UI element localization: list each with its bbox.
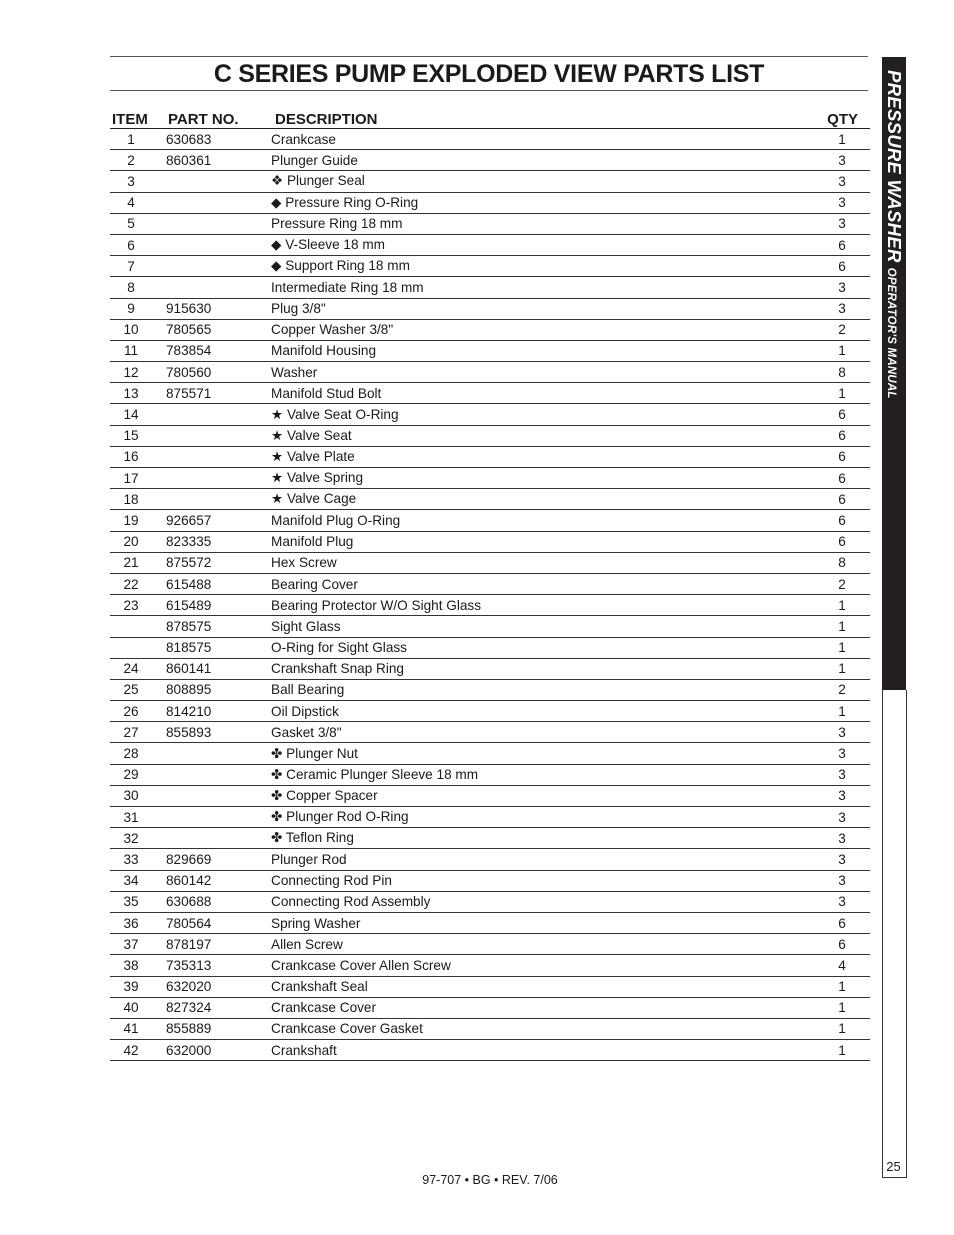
row-part-no: 818575: [166, 640, 212, 656]
row-part-no: 827324: [166, 1000, 212, 1016]
table-row: [110, 722, 870, 743]
parts-table: [110, 106, 870, 1061]
row-description: Connecting Rod Assembly: [271, 894, 431, 910]
table-header: [110, 106, 870, 129]
title-rule: [110, 90, 868, 91]
row-qty: 1: [838, 640, 846, 656]
row-part-no: 615488: [166, 576, 212, 592]
row-qty: 3: [838, 788, 846, 804]
header-part-no: PART NO.: [168, 111, 239, 128]
row-description: Washer: [271, 364, 318, 380]
row-part-no: 780560: [166, 364, 212, 380]
table-row: [110, 701, 870, 722]
row-item: 34: [123, 873, 139, 889]
table-row: [110, 595, 870, 616]
row-qty: 3: [838, 767, 846, 783]
row-item: 31: [123, 809, 139, 825]
row-description: ★ Valve Cage: [271, 491, 357, 507]
table-row: [110, 680, 870, 701]
row-part-no: 875572: [166, 555, 212, 571]
row-qty: 2: [838, 682, 846, 698]
row-qty: 3: [838, 301, 846, 317]
row-item: 27: [123, 724, 139, 740]
row-qty: 3: [838, 746, 846, 762]
row-description: Crankcase Cover Gasket: [271, 1021, 423, 1037]
row-qty: 6: [838, 237, 846, 253]
row-description: Crankcase Cover Allen Screw: [271, 957, 451, 973]
row-item: 28: [123, 746, 139, 762]
row-part-no: 855889: [166, 1021, 212, 1037]
row-description: Sight Glass: [271, 618, 341, 634]
row-part-no: 926657: [166, 512, 212, 528]
row-description: Manifold Stud Bolt: [271, 385, 382, 401]
row-part-no: 860142: [166, 873, 212, 889]
row-description: Gasket 3/8": [271, 724, 342, 740]
row-qty: 3: [838, 724, 846, 740]
row-part-no: 615489: [166, 597, 212, 613]
row-item: 1: [127, 131, 135, 147]
row-part-no: 735313: [166, 957, 212, 973]
table-row: [110, 659, 870, 680]
sidebar-label: [881, 70, 904, 399]
table-row: [110, 998, 870, 1019]
row-item: 16: [123, 449, 139, 465]
row-description: ✤ Plunger Rod O-Ring: [271, 809, 409, 825]
table-row: [110, 510, 870, 531]
row-description: ◆ Support Ring 18 mm: [271, 258, 410, 274]
row-description: Plunger Rod: [271, 851, 347, 867]
table-row: [110, 553, 870, 574]
row-item: 32: [123, 830, 139, 846]
row-qty: 3: [838, 894, 846, 910]
row-item: 22: [123, 576, 139, 592]
row-description: ★ Valve Seat: [271, 427, 352, 443]
row-part-no: 780565: [166, 322, 212, 338]
row-qty: 3: [838, 830, 846, 846]
row-description: Spring Washer: [271, 915, 361, 931]
row-qty: 3: [838, 873, 846, 889]
row-item: 21: [123, 555, 139, 571]
row-qty: 6: [838, 407, 846, 423]
table-row: [110, 1019, 870, 1040]
table-row: [110, 1040, 870, 1061]
row-item: 4: [127, 195, 135, 211]
row-description: Intermediate Ring 18 mm: [271, 279, 424, 295]
header-item: ITEM: [112, 111, 148, 128]
row-qty: 4: [838, 957, 846, 973]
row-item: 17: [123, 470, 139, 486]
row-item: 29: [123, 767, 139, 783]
row-item: 39: [123, 979, 139, 995]
table-row: [110, 404, 870, 425]
row-item: 5: [127, 216, 135, 232]
table-row: [110, 426, 870, 447]
row-qty: 3: [838, 851, 846, 867]
table-row: [110, 150, 870, 171]
table-row: [110, 977, 870, 998]
table-row: [110, 235, 870, 256]
table-row: [110, 849, 870, 870]
row-qty: 1: [838, 597, 846, 613]
row-description: ★ Valve Plate: [271, 448, 355, 464]
row-qty: 1: [838, 979, 846, 995]
table-row: [110, 616, 870, 637]
row-description: ★ Valve Seat O-Ring: [271, 406, 399, 422]
table-row: [110, 913, 870, 934]
table-row: [110, 256, 870, 277]
row-part-no: 630683: [166, 131, 212, 147]
row-qty: 6: [838, 915, 846, 931]
row-description: Plunger Guide: [271, 152, 358, 168]
table-row: [110, 765, 870, 786]
row-qty: 1: [838, 343, 846, 359]
row-description: Hex Screw: [271, 555, 337, 571]
table-row: [110, 468, 870, 489]
row-description: ✤ Plunger Nut: [271, 745, 358, 761]
row-item: 41: [123, 1021, 139, 1037]
row-qty: 3: [838, 809, 846, 825]
footer-revision: 97-707 • BG • REV. 7/06: [422, 1173, 558, 1187]
row-item: 8: [127, 279, 135, 295]
row-part-no: 814210: [166, 703, 212, 719]
row-description: ★ Valve Spring: [271, 470, 364, 486]
row-qty: 6: [838, 428, 846, 444]
row-qty: 8: [838, 364, 846, 380]
row-part-no: 855893: [166, 724, 212, 740]
row-item: 36: [123, 915, 139, 931]
row-part-no: 915630: [166, 301, 212, 317]
row-item: 38: [123, 957, 139, 973]
table-row: [110, 574, 870, 595]
row-description: Crankshaft Snap Ring: [271, 661, 404, 677]
row-item: 15: [123, 428, 139, 444]
row-description: ◆ Pressure Ring O-Ring: [271, 194, 419, 210]
header-description: DESCRIPTION: [275, 111, 378, 128]
row-qty: 1: [838, 1042, 846, 1058]
row-description: Manifold Plug O-Ring: [271, 512, 401, 528]
row-part-no: 632000: [166, 1042, 212, 1058]
table-row: [110, 193, 870, 214]
sidebar-frame: [882, 690, 907, 1178]
row-description: ❖ Plunger Seal: [271, 173, 365, 189]
row-qty: 1: [838, 703, 846, 719]
row-part-no: 878575: [166, 618, 212, 634]
row-item: 40: [123, 1000, 139, 1016]
row-qty: 3: [838, 173, 846, 189]
table-row: [110, 299, 870, 320]
row-description: ✤ Teflon Ring: [271, 830, 354, 846]
table-row: [110, 341, 870, 362]
row-qty: 1: [838, 618, 846, 634]
page-title: C SERIES PUMP EXPLODED VIEW PARTS LIST: [213, 60, 765, 88]
table-row: [110, 214, 870, 235]
table-row: [110, 129, 870, 150]
table-row: [110, 383, 870, 404]
table-row: [110, 362, 870, 383]
row-part-no: 878197: [166, 936, 212, 952]
table-body: [110, 129, 870, 1061]
row-description: Crankshaft Seal: [271, 979, 368, 995]
row-description: Pressure Ring 18 mm: [271, 216, 403, 232]
table-row: [110, 489, 870, 510]
row-item: 20: [123, 534, 139, 550]
row-qty: 1: [838, 1000, 846, 1016]
top-rule: [110, 56, 868, 57]
row-qty: 3: [838, 279, 846, 295]
row-part-no: 808895: [166, 682, 212, 698]
header-qty: QTY: [827, 111, 858, 128]
table-row: [110, 743, 870, 764]
table-row: [110, 934, 870, 955]
row-description: Allen Screw: [271, 936, 343, 952]
row-qty: 3: [838, 152, 846, 168]
row-description: Crankcase: [271, 131, 336, 147]
row-qty: 2: [838, 322, 846, 338]
row-item: 7: [127, 258, 135, 274]
row-qty: 8: [838, 555, 846, 571]
row-description: ✤ Copper Spacer: [271, 787, 378, 803]
table-row: [110, 955, 870, 976]
row-qty: 1: [838, 131, 846, 147]
row-description: Bearing Cover: [271, 576, 358, 592]
row-description: O-Ring for Sight Glass: [271, 640, 407, 656]
row-item: 13: [123, 385, 139, 401]
row-item: 25: [123, 682, 139, 698]
row-item: 23: [123, 597, 139, 613]
row-part-no: 780564: [166, 915, 212, 931]
table-row: [110, 320, 870, 341]
row-description: Crankcase Cover: [271, 1000, 377, 1016]
row-item: 24: [123, 661, 139, 677]
table-row: [110, 828, 870, 849]
row-part-no: 829669: [166, 851, 212, 867]
table-row: [110, 871, 870, 892]
row-qty: 6: [838, 512, 846, 528]
row-description: Crankshaft: [271, 1042, 337, 1058]
table-row: [110, 807, 870, 828]
row-part-no: 875571: [166, 385, 212, 401]
row-qty: 3: [838, 195, 846, 211]
table-row: [110, 892, 870, 913]
row-item: 18: [123, 491, 139, 507]
row-item: 37: [123, 936, 139, 952]
row-qty: 3: [838, 216, 846, 232]
row-description: ✤ Ceramic Plunger Sleeve 18 mm: [271, 766, 479, 782]
row-item: 35: [123, 894, 139, 910]
row-part-no: 783854: [166, 343, 212, 359]
row-qty: 6: [838, 491, 846, 507]
row-description: Manifold Plug: [271, 534, 354, 550]
sidebar-title: PRESSURE WASHER: [884, 70, 905, 263]
row-description: Ball Bearing: [271, 682, 345, 698]
row-description: Plug 3/8": [271, 301, 326, 317]
table-row: [110, 532, 870, 553]
row-item: 26: [123, 703, 139, 719]
row-description: Connecting Rod Pin: [271, 873, 392, 889]
row-qty: 6: [838, 534, 846, 550]
row-item: 12: [123, 364, 139, 380]
row-qty: 2: [838, 576, 846, 592]
row-part-no: 632020: [166, 979, 212, 995]
row-item: 19: [123, 512, 139, 528]
row-item: 14: [123, 407, 139, 423]
row-part-no: 630688: [166, 894, 212, 910]
row-item: 11: [123, 343, 139, 359]
sidebar-subtitle: OPERATOR'S MANUAL: [885, 267, 897, 399]
row-description: ◆ V-Sleeve 18 mm: [271, 237, 385, 253]
row-item: 42: [123, 1042, 139, 1058]
row-item: 33: [123, 851, 139, 867]
row-description: Oil Dipstick: [271, 703, 339, 719]
table-row: [110, 447, 870, 468]
row-item: 30: [123, 788, 139, 804]
row-qty: 1: [838, 385, 846, 401]
table-row: [110, 171, 870, 192]
row-item: 2: [127, 152, 135, 168]
row-item: 3: [127, 173, 135, 189]
row-part-no: 823335: [166, 534, 212, 550]
row-qty: 6: [838, 258, 846, 274]
row-qty: 6: [838, 470, 846, 486]
row-item: 6: [127, 237, 135, 253]
row-description: Bearing Protector W/O Sight Glass: [271, 597, 482, 613]
table-row: [110, 638, 870, 659]
row-part-no: 860361: [166, 152, 212, 168]
row-qty: 6: [838, 936, 846, 952]
table-row: [110, 277, 870, 298]
table-row: [110, 786, 870, 807]
row-item: 10: [123, 322, 139, 338]
row-description: Manifold Housing: [271, 343, 377, 359]
row-description: Copper Washer 3/8": [271, 322, 394, 338]
row-part-no: 860141: [166, 661, 212, 677]
page-number: 25: [886, 1159, 901, 1174]
row-qty: 1: [838, 1021, 846, 1037]
row-item: 9: [127, 301, 135, 317]
row-qty: 6: [838, 449, 846, 465]
row-qty: 1: [838, 661, 846, 677]
